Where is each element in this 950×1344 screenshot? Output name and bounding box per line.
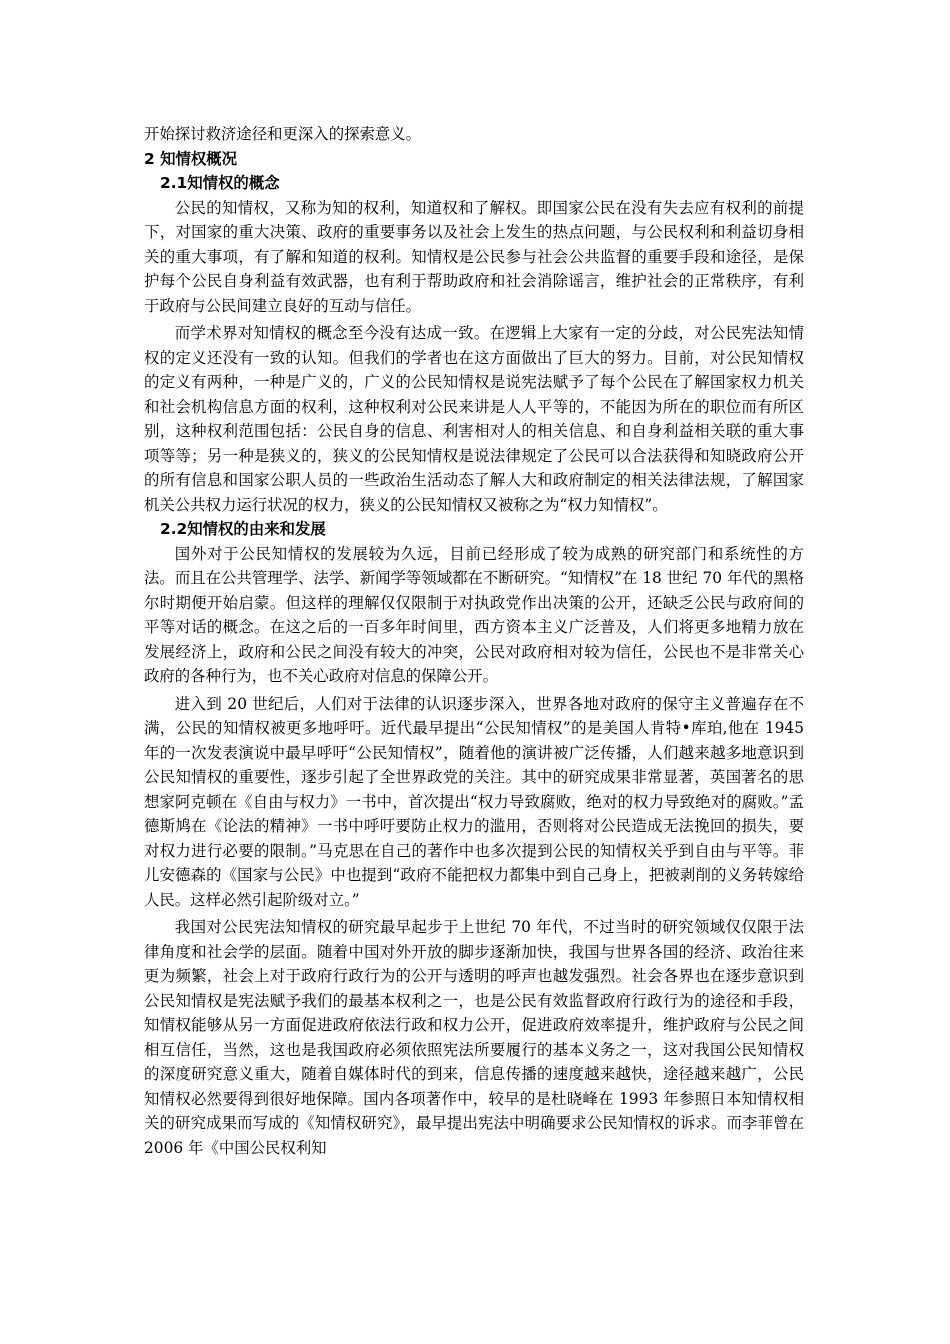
paragraph-2-2-1: 国外对于公民知情权的发展较为久远，目前已经形成了较为成熟的研究部门和系统性的方法。而且在公共管理学、法学、新闻学等领域都在不断研究。“知情权”在 18 世纪 70 年代的黑格尔时期便开始启蒙。但这样的理解仅仅限制于对执政党作出决策的公开，还缺乏公民与政府间的平等对话的概念。在这之后的一百多年时间里，西方资本主义广泛普及，人们将更多地精力放在发展经济上，政府和公民之间没有较大的冲突，公民对政府相对较为信任，公民也不是非常关心政府的各种行为，也不关心政府对信息的保障公开。: [144, 544, 804, 685]
document-page: [144, 122, 804, 1160]
paragraph-2-2-3: 我国对公民宪法知情权的研究最早起步于上世纪 70 年代，不过当时的研究领域仅仅限于法律角度和社会学的层面。随着中国对外开放的脚步逐渐加快，我国与世界各国的经济、政治往来更为频繁，社会上对于政府行政行为的公开与透明的呼声也越发强烈。社会各界也在逐步意识到公民知情权是宪法赋予我们的最基本权利之一，也是公民有效监督政府行政行为的途径和手段，知情权能够从另一方面促进政府依法行政和权力公开，促进政府效率提升，维护政府与公民之间相互信任，当然，这也是我国政府必须依照宪法所要履行的基本义务之一，这对我国公民知情权的深度研究意义重大，随着自媒体时代的到来，信息传播的速度越来越快，途径越来越广，公民知情权必然要得到很好地保障。国内各项著作中，较早的是杜晓峰在 1993 年参照日本知情权相关的研究成果而写成的《知情权研究》，最早提出宪法中明确要求公民知情权的诉求。而李菲曾在 2006 年《中国公民权利知: [144, 918, 804, 1157]
paragraph-2-1-1: 公民的知情权，又称为知的权利，知道权和了解权。即国家公民在没有失去应有权利的前提下，对国家的重大决策、政府的重要事务以及社会上发生的热点问题，与公民权利和利益切身相关的重大事项，有了解和知道的权利。知情权是公民参与社会公共监督的重要手段和途径，是保护每个公民自身利益有效武器，也有利于帮助政府和社会消除谣言，维护社会的正常秩序，有利于政府与公民间建立良好的互动与信任。: [144, 198, 804, 315]
section-2-2-heading: 2.2知情权的由来和发展: [160, 520, 326, 538]
paragraph-2-1-2: 而学术界对知情权的概念至今没有达成一致。在逻辑上大家有一定的分歧，对公民宪法知情权的定义还没有一致的认知。但我们的学者也在这方面做出了巨大的努力。目前，对公民知情权的定义有两种，一种是广义的，广义的公民知情权是说宪法赋予了每个公民在了解国家权力机关和社会机构信息方面的权利，这种权利对公民来讲是人人平等的，不能因为所在的职位而有所区别，这种权利范围包括：公民自身的信息、利害相对人的相关信息、和自身利益相关联的重大事项等等；另一种是狭义的，狭义的公民知情权是说法律规定了公民可以合法获得和知晓政府公开的所有信息和国家公职人员的一些政治生活动态了解人大和政府制定的相关法律法规，了解国家机关公共权力运行状况的权力，狭义的公民知情权又被称之为“权力知情权”。: [144, 324, 804, 514]
continued-text-line: 开始探讨救济途径和更深入的探索意义。: [144, 125, 422, 143]
paragraph-2-2-2: 进入到 20 世纪后，人们对于法律的认识逐步深入，世界各地对政府的保守主义普遍存在不满，公民的知情权被更多地呼吁。近代最早提出“公民知情权”的是美国人肯特•库珀,他在 1945 年的一次发表演说中最早呼吁“公民知情权”，随着他的演讲被广泛传播，人们越来越多地意识到公民知情权的重要性，逐步引起了全世界政党的关注。其中的研究成果非常显著，英国著名的思想家阿克顿在《自由与权力》一书中，首次提出“权力导致腐败，绝对的权力导致绝对的腐败。”孟德斯鸠在《论法的精神》一书中呼吁要防止权力的滥用，否则将对公民造成无法挽回的损失，要对权力进行必要的限制。”马克思在自己的著作中也多次提到公民的知情权关乎到自由与平等。菲儿安德森的《国家与公民》中也提到“政府不能把权力都集中到自己身上，把被剥削的义务转嫁给人民。这样必然引起阶级对立。”: [144, 694, 804, 909]
section-2-1-heading: 2.1知情权的概念: [160, 174, 280, 192]
section-2-heading: 2 知情权概况: [144, 149, 238, 168]
